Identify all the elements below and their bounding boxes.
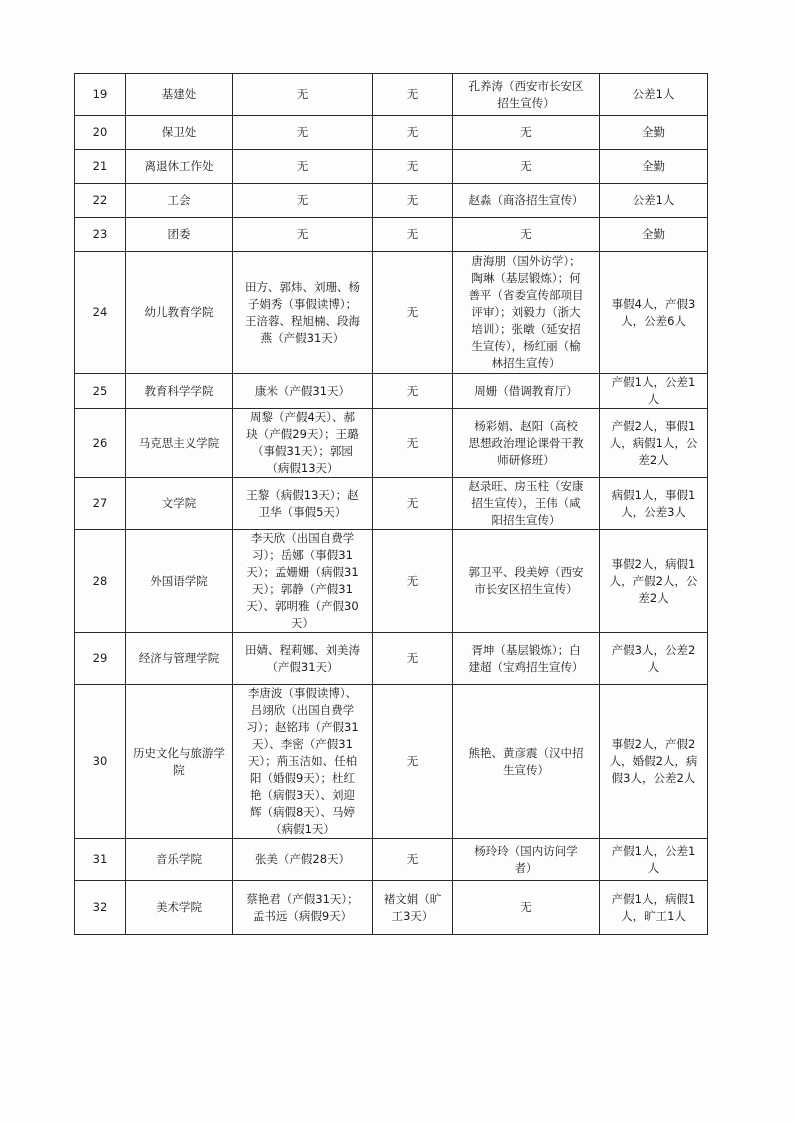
row-number-cell: 32 <box>75 881 126 935</box>
row-number-cell: 20 <box>75 116 126 150</box>
row-number-cell: 21 <box>75 150 126 184</box>
business-trip-cell: 无 <box>453 881 600 935</box>
leave-column-a-cell: 王黎（病假13天）；赵 卫华（事假5天） <box>233 478 373 530</box>
leave-column-a-cell: 蔡艳君（产假31天）； 孟书远（病假9天） <box>233 881 373 935</box>
business-trip-cell: 郭卫平、段美婷（西安 市长安区招生宣传） <box>453 530 600 633</box>
leave-column-a-cell: 无 <box>233 184 373 218</box>
business-trip-cell: 无 <box>453 218 600 252</box>
summary-cell: 全勤 <box>600 218 708 252</box>
department-cell: 历史文化与旅游学 院 <box>126 685 233 839</box>
business-trip-cell: 胥坤（基层锻炼）；白 建超（宝鸡招生宣传） <box>453 633 600 685</box>
summary-cell: 事假2人，产假2 人，婚假2人，病 假3人，公差2人 <box>600 685 708 839</box>
department-cell: 教育科学学院 <box>126 374 233 409</box>
leave-column-b-cell: 无 <box>373 116 453 150</box>
summary-cell: 全勤 <box>600 116 708 150</box>
row-number-cell: 27 <box>75 478 126 530</box>
department-cell: 保卫处 <box>126 116 233 150</box>
leave-column-a-cell: 无 <box>233 218 373 252</box>
leave-column-a-cell: 李天欣（出国自费学 习）；岳娜（事假31 天）；孟姗姗（病假31 天）；郭静（产假31 天）、郭明雅（产假30 天） <box>233 530 373 633</box>
leave-column-b-cell: 无 <box>373 478 453 530</box>
table-row <box>75 685 708 839</box>
business-trip-cell: 无 <box>453 116 600 150</box>
leave-column-b-cell: 无 <box>373 184 453 218</box>
department-cell: 离退休工作处 <box>126 150 233 184</box>
table-row <box>75 839 708 881</box>
row-number-cell: 26 <box>75 409 126 478</box>
table-row <box>75 633 708 685</box>
leave-column-a-cell: 无 <box>233 74 373 116</box>
summary-cell: 病假1人，事假1 人，公差3人 <box>600 478 708 530</box>
business-trip-cell: 杨玲玲（国内访问学 者） <box>453 839 600 881</box>
row-number-cell: 22 <box>75 184 126 218</box>
leave-column-b-cell: 无 <box>373 685 453 839</box>
leave-column-a-cell: 田婧、程莉娜、刘美涛 （产假31天） <box>233 633 373 685</box>
leave-column-b-cell: 褚文娟（旷 工3天） <box>373 881 453 935</box>
row-number-cell: 19 <box>75 74 126 116</box>
summary-cell: 事假4人，产假3 人，公差6人 <box>600 252 708 374</box>
leave-column-a-cell: 康米（产假31天） <box>233 374 373 409</box>
leave-column-b-cell: 无 <box>373 150 453 184</box>
department-cell: 基建处 <box>126 74 233 116</box>
leave-column-a-cell: 无 <box>233 116 373 150</box>
business-trip-cell: 无 <box>453 150 600 184</box>
leave-column-a-cell: 张美（产假28天） <box>233 839 373 881</box>
department-cell: 工会 <box>126 184 233 218</box>
summary-cell: 公差1人 <box>600 184 708 218</box>
row-number-cell: 29 <box>75 633 126 685</box>
summary-cell: 公差1人 <box>600 74 708 116</box>
leave-column-b-cell: 无 <box>373 530 453 633</box>
summary-cell: 产假1人，公差1 人 <box>600 839 708 881</box>
business-trip-cell: 孔养涛（西安市长安区 招生宣传） <box>453 74 600 116</box>
attendance-table-body <box>75 74 708 935</box>
department-cell: 经济与管理学院 <box>126 633 233 685</box>
department-cell: 马克思主义学院 <box>126 409 233 478</box>
table-row <box>75 881 708 935</box>
leave-column-a-cell: 田方、郭炜、刘珊、杨 子娟秀（事假读博）； 王涪蓉、程旭楠、段海 燕（产假31天） <box>233 252 373 374</box>
summary-cell: 产假1人，公差1 人 <box>600 374 708 409</box>
leave-column-a-cell: 周黎（产假4天）、郝 玦（产假29天）；王璐 （事假31天）；郭园 （病假13天） <box>233 409 373 478</box>
table-row <box>75 478 708 530</box>
table-row <box>75 530 708 633</box>
row-number-cell: 23 <box>75 218 126 252</box>
table-row <box>75 184 708 218</box>
department-cell: 美术学院 <box>126 881 233 935</box>
summary-cell: 产假3人，公差2 人 <box>600 633 708 685</box>
department-cell: 幼儿教育学院 <box>126 252 233 374</box>
leave-column-a-cell: 李唐波（事假读博）、 吕翊欣（出国自费学 习）；赵铭玮（产假31 天）、李密（产假31 天）；荊玉洁如、任柏 阳（婚假9天）；杜红 艳（病假3天）、刘迎 辉（病假8天）、马婷 （病假1天） <box>233 685 373 839</box>
leave-column-b-cell: 无 <box>373 252 453 374</box>
row-number-cell: 28 <box>75 530 126 633</box>
business-trip-cell: 赵录旺、房玉柱（安康 招生宣传），王伟（咸 阳招生宣传） <box>453 478 600 530</box>
business-trip-cell: 熊艳、黄彦震（汉中招 生宣传） <box>453 685 600 839</box>
business-trip-cell: 周姗（借调教育厅） <box>453 374 600 409</box>
business-trip-cell: 杨彩娟、赵阳（高校 思想政治理论课骨干教 师研修班） <box>453 409 600 478</box>
table-row <box>75 116 708 150</box>
table-row <box>75 218 708 252</box>
table-row <box>75 74 708 116</box>
summary-cell: 事假2人，病假1 人，产假2人，公 差2人 <box>600 530 708 633</box>
row-number-cell: 24 <box>75 252 126 374</box>
department-cell: 音乐学院 <box>126 839 233 881</box>
row-number-cell: 25 <box>75 374 126 409</box>
summary-cell: 产假1人，病假1 人，旷工1人 <box>600 881 708 935</box>
summary-cell: 全勤 <box>600 150 708 184</box>
department-cell: 外国语学院 <box>126 530 233 633</box>
leave-column-b-cell: 无 <box>373 839 453 881</box>
department-cell: 文学院 <box>126 478 233 530</box>
table-row <box>75 252 708 374</box>
row-number-cell: 30 <box>75 685 126 839</box>
table-row <box>75 150 708 184</box>
business-trip-cell: 赵淼（商洛招生宣传） <box>453 184 600 218</box>
summary-cell: 产假2人，事假1 人，病假1人，公 差2人 <box>600 409 708 478</box>
leave-column-b-cell: 无 <box>373 218 453 252</box>
leave-column-a-cell: 无 <box>233 150 373 184</box>
business-trip-cell: 唐海朋（国外访学）； 陶琳（基层锻炼）；何 善平（省委宣传部项目 评审）；刘毅力（浙大 培训）；张暾（延安招 生宣传），杨红丽（榆 林招生宣传） <box>453 252 600 374</box>
table-row <box>75 374 708 409</box>
department-cell: 团委 <box>126 218 233 252</box>
row-number-cell: 31 <box>75 839 126 881</box>
leave-column-b-cell: 无 <box>373 409 453 478</box>
leave-column-b-cell: 无 <box>373 74 453 116</box>
leave-column-b-cell: 无 <box>373 633 453 685</box>
attendance-table <box>74 73 708 935</box>
leave-column-b-cell: 无 <box>373 374 453 409</box>
table-row <box>75 409 708 478</box>
